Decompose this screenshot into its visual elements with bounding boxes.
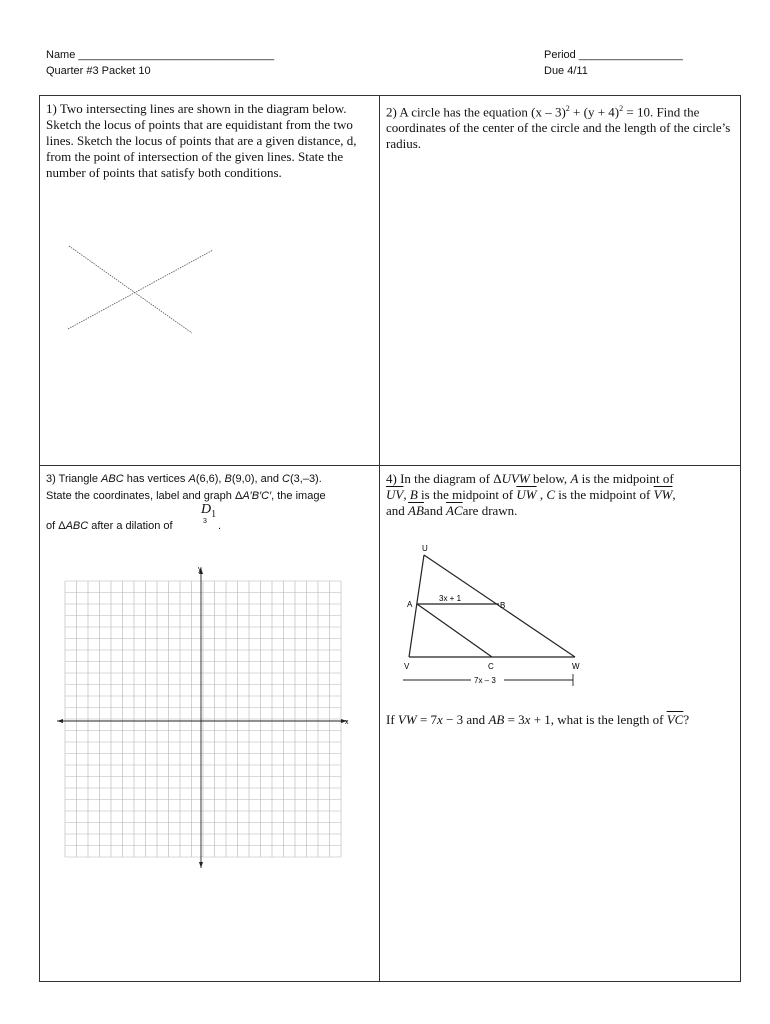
question-2-cell xyxy=(380,96,740,466)
q4-prompt-part: = 3 xyxy=(504,712,525,727)
segment-ac-line xyxy=(417,604,492,657)
q4-prompt-part: = 7 xyxy=(416,712,438,727)
label-w: W xyxy=(572,662,580,671)
q4-text-part: is the midpoint of xyxy=(555,487,654,502)
q4-prompt-part: If xyxy=(386,712,398,727)
q2-text-part: = 10. Find the coordinates of the center of the circle and the length of the circle’s radius. xyxy=(386,104,731,152)
name-label: Name xyxy=(46,49,76,61)
q4-prompt-part: + 1, what is the length of xyxy=(530,712,667,727)
line-2 xyxy=(68,250,213,329)
segment-vc: $\overline{VC}$ xyxy=(666,712,684,727)
q3-text-part: of Δ xyxy=(46,520,66,532)
dilation-subscript: 1 xyxy=(211,508,217,520)
segment-uw: $\overline{UW}$ xyxy=(516,487,537,502)
q4-prompt-part: − 3 and xyxy=(442,712,489,727)
question-2-text xyxy=(380,96,740,152)
q4-text-part: and xyxy=(423,503,446,518)
dilation-fraction: 3 xyxy=(203,518,207,525)
label-v: V xyxy=(404,662,410,671)
q4-prompt-var: x xyxy=(524,712,531,727)
q4-text-part: , xyxy=(403,487,410,502)
q4-text-part: , xyxy=(672,487,676,502)
q4-text-part: and xyxy=(386,503,409,518)
period-line xyxy=(544,47,683,63)
q3-text-part: after a dilation of xyxy=(88,520,173,532)
quarter-label: Quarter #3 Packet 10 xyxy=(46,65,151,77)
grid-lines xyxy=(65,581,341,857)
q2-exponent: 2 xyxy=(565,104,570,113)
question-3-cell xyxy=(40,466,380,981)
q4-prompt-ab: AB xyxy=(488,712,505,727)
q3-text-part: 3) Triangle xyxy=(46,473,102,485)
label-c: C xyxy=(488,662,494,671)
q3-vertex-c: C xyxy=(282,473,290,485)
problem-grid xyxy=(39,95,741,982)
q3-text-part: , the image xyxy=(271,489,326,502)
dilation-letter: D xyxy=(201,502,212,517)
segment-ac: $\overline{AC}$ xyxy=(445,503,463,518)
q4-text-part: below, xyxy=(529,471,571,486)
q4-prompt-vw: VW xyxy=(397,712,417,727)
q3-triangle-name: ABC xyxy=(101,473,124,485)
y-axis-label: y xyxy=(198,566,202,573)
x-axis-arrow-left xyxy=(57,719,63,723)
label-b: B xyxy=(500,601,506,610)
segment-vw: $\overline{VW}$ xyxy=(653,487,673,502)
name-blank[interactable]: ________________________________ xyxy=(78,49,275,61)
q3-text-part: has vertices xyxy=(123,473,189,485)
q4-text-part: , xyxy=(536,487,547,502)
q4-triangle-name: UVW xyxy=(501,471,530,486)
label-ab-length: 3x + 1 xyxy=(439,594,462,603)
q4-prompt-part: ? xyxy=(683,712,690,727)
name-line xyxy=(46,47,274,63)
question-4-prompt xyxy=(386,712,689,728)
q3-image-name: A′B′C′ xyxy=(242,489,272,502)
period-label: Period xyxy=(544,49,576,61)
question-4-text xyxy=(380,466,740,519)
q3-vertex-b-coord: (9,0), and xyxy=(231,473,283,485)
segment-ab: $\overline{AB}$ xyxy=(408,503,424,518)
y-axis-arrow-down xyxy=(199,862,203,868)
q2-exponent: 2 xyxy=(619,104,624,113)
intersecting-lines-diagram xyxy=(60,236,220,336)
q4-text-part: is the midpoint of xyxy=(417,487,517,502)
q4-point-b: B xyxy=(409,487,418,502)
line-1 xyxy=(69,246,192,333)
q3-vertex-b: B xyxy=(224,473,232,485)
question-3-text xyxy=(40,466,379,536)
q4-text-part: 4) In the diagram of Δ xyxy=(386,471,502,486)
period-blank[interactable]: _________________ xyxy=(578,49,683,61)
q3-text-part: . xyxy=(218,520,222,532)
q4-text-part: are drawn. xyxy=(462,503,518,518)
q2-text-part: + (y + 4) xyxy=(569,104,620,120)
label-vw-length: 7x – 3 xyxy=(474,676,496,685)
x-axis-label: x xyxy=(345,719,349,726)
coordinate-grid[interactable] xyxy=(57,564,359,874)
q3-vertex-c-coord: (3,–3). xyxy=(289,473,322,485)
q3-vertex-a-coord: (6,6), xyxy=(195,473,225,485)
label-a: A xyxy=(407,600,413,609)
question-4-cell xyxy=(380,466,740,981)
due-label: Due 4/11 xyxy=(544,65,588,77)
question-1-cell xyxy=(40,96,380,466)
q3-triangle-name: ABC xyxy=(65,520,89,532)
q3-text-part: State the coordinates, label and graph Δ xyxy=(46,489,243,502)
label-u: U xyxy=(422,544,428,553)
question-1-text: 1) Two intersecting lines are shown in the diagram below. Sketch the locus of points that are equidistant from the two lines. Sketch the locus of points that are a given distance, d, from the point of intersection of the given lines. State the number of points that satisfy both conditions. xyxy=(46,101,357,180)
q2-text-part: 2) A circle has the equation (x – 3) xyxy=(386,104,566,120)
triangle-uvw-diagram xyxy=(392,541,592,691)
q4-prompt-var: x xyxy=(437,712,443,727)
q4-point-c: C xyxy=(546,487,556,502)
q4-text-part: is the midpoint of xyxy=(578,471,674,486)
q4-point-a: A xyxy=(570,471,579,486)
segment-uv: $\overline{UV}$ xyxy=(386,487,404,502)
q3-vertex-a: A xyxy=(188,473,196,485)
